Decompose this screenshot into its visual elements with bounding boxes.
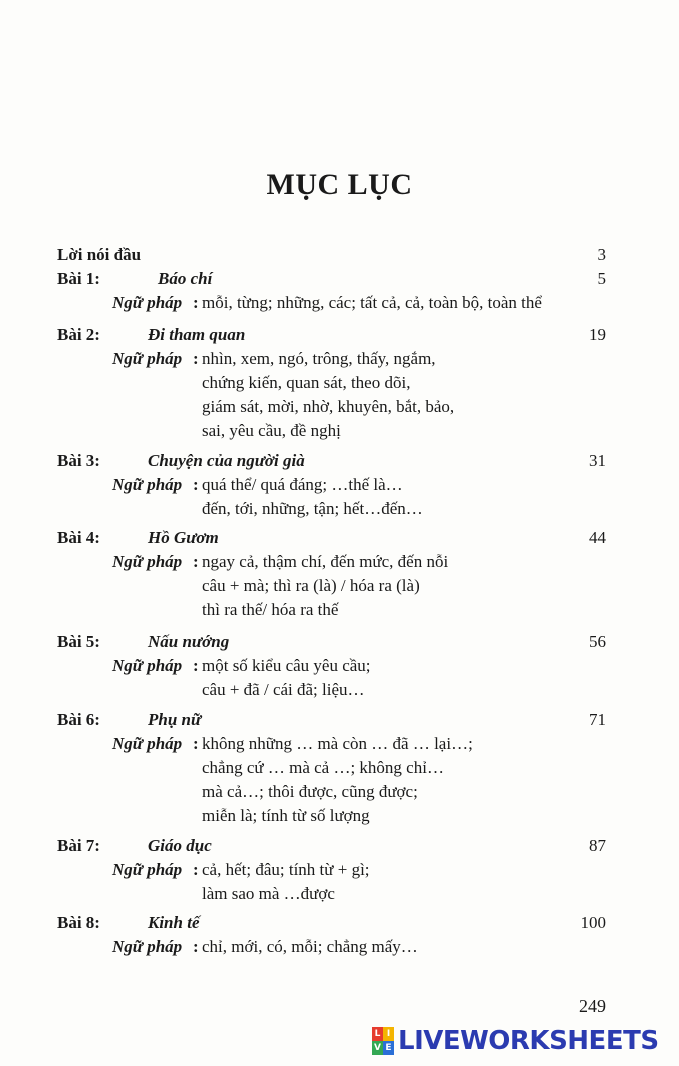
lesson-label: Bài 1:	[57, 269, 100, 288]
grammar-line	[0, 882, 679, 906]
grammar-colon: :	[193, 656, 199, 675]
grammar-colon: :	[193, 734, 199, 753]
grammar-text: thì ra thế/ hóa ra thế	[202, 600, 339, 619]
grammar-line	[0, 419, 679, 443]
grammar-line	[0, 347, 679, 371]
lesson-title: Báo chí	[158, 269, 213, 288]
intro-label: Lời nói đầu	[57, 245, 142, 264]
grammar-text: câu + đã / cái đã; liệu…	[202, 680, 365, 699]
grammar-line	[0, 473, 679, 497]
grammar-text: làm sao mà …được	[202, 884, 335, 903]
grammar-colon: :	[193, 860, 199, 879]
lesson-page: 87	[589, 836, 606, 855]
lesson-title: Phụ nữ	[148, 710, 202, 729]
logo-letter-tile: E	[383, 1041, 394, 1055]
page-title: MỤC LỤC	[266, 168, 413, 201]
grammar-text: miễn là; tính từ số lượng	[202, 806, 370, 825]
lesson-label: Bài 2:	[57, 325, 100, 344]
grammar-colon: :	[193, 349, 199, 368]
grammar-line	[0, 598, 679, 622]
grammar-colon: :	[193, 552, 199, 571]
grammar-text: chứng kiến, quan sát, theo dõi,	[202, 373, 411, 392]
grammar-label: Ngữ pháp	[112, 293, 183, 312]
lesson-title: Đi tham quan	[148, 325, 246, 344]
grammar-label: Ngữ pháp	[112, 552, 183, 571]
lesson-label: Bài 8:	[57, 913, 100, 932]
grammar-line	[0, 732, 679, 756]
grammar-line	[0, 497, 679, 521]
lesson-page: 56	[589, 632, 606, 651]
lesson-title: Nấu nướng	[148, 632, 230, 651]
grammar-colon: :	[193, 293, 199, 312]
grammar-text: chỉ, mới, có, mỗi; chẳng mấy…	[202, 937, 418, 956]
lesson-page: 31	[589, 451, 606, 470]
grammar-text: ngay cả, thậm chí, đến mức, đến nỗi	[202, 552, 449, 571]
grammar-text: mỗi, từng; những, các; tất cả, cả, toàn bộ, toàn thể	[202, 293, 542, 312]
lesson-title: Hồ Gươm	[148, 528, 219, 547]
grammar-line	[0, 678, 679, 702]
grammar-label: Ngữ pháp	[112, 475, 183, 494]
grammar-colon: :	[193, 937, 199, 956]
lesson-label: Bài 3:	[57, 451, 100, 470]
logo-letter-tile: V	[372, 1041, 383, 1055]
toc-lesson-row[interactable]	[0, 323, 679, 347]
grammar-text: sai, yêu cầu, đề nghị	[202, 421, 341, 440]
grammar-text: đến, tới, những, tận; hết…đến…	[202, 499, 423, 518]
lesson-label: Bài 4:	[57, 528, 100, 547]
logo-letter-tile: L	[372, 1027, 383, 1041]
lesson-page: 19	[589, 325, 606, 344]
grammar-text: câu + mà; thì ra (là) / hóa ra (là)	[202, 576, 420, 595]
grammar-label: Ngữ pháp	[112, 349, 183, 368]
grammar-line	[0, 780, 679, 804]
grammar-text: một số kiểu câu yêu cầu;	[202, 656, 371, 675]
grammar-label: Ngữ pháp	[112, 734, 183, 753]
grammar-line	[0, 395, 679, 419]
lesson-title: Giáo dục	[148, 836, 212, 855]
logo-letter-tile: I	[383, 1027, 394, 1041]
liveworksheets-logo	[372, 1024, 672, 1058]
grammar-text: mà cả…; thôi được, cũng được;	[202, 782, 418, 801]
grammar-line	[0, 550, 679, 574]
lesson-page: 5	[597, 269, 606, 288]
grammar-line	[0, 654, 679, 678]
logo-icon	[372, 1027, 394, 1055]
lesson-label: Bài 7:	[57, 836, 100, 855]
grammar-line	[0, 804, 679, 828]
grammar-text: quá thể/ quá đáng; …thế là…	[202, 475, 403, 494]
lesson-label: Bài 6:	[57, 710, 100, 729]
toc-lesson-row[interactable]	[0, 708, 679, 732]
lesson-page: 100	[580, 913, 606, 932]
grammar-text: không những … mà còn … đã … lại…;	[202, 734, 473, 753]
lesson-page: 71	[589, 710, 606, 729]
grammar-text: chẳng cứ … mà cả …; không chỉ…	[202, 758, 444, 777]
page-number: 249	[579, 996, 606, 1016]
toc-lesson-row[interactable]	[0, 911, 679, 935]
toc-intro-row[interactable]	[0, 243, 679, 267]
toc-lesson-row[interactable]	[0, 630, 679, 654]
toc-lesson-row[interactable]	[0, 834, 679, 858]
toc-lesson-row[interactable]	[0, 267, 679, 291]
grammar-line	[0, 935, 679, 959]
grammar-label: Ngữ pháp	[112, 860, 183, 879]
lesson-label: Bài 5:	[57, 632, 100, 651]
grammar-text: giám sát, mời, nhờ, khuyên, bắt, bảo,	[202, 397, 455, 416]
toc-lesson-row[interactable]	[0, 526, 679, 550]
intro-page: 3	[597, 245, 606, 264]
grammar-label: Ngữ pháp	[112, 937, 183, 956]
brand-text: LIVEWORKSHEETS	[398, 1026, 659, 1056]
grammar-colon: :	[193, 475, 199, 494]
grammar-line	[0, 371, 679, 395]
lesson-title: Kinh tế	[148, 913, 200, 932]
grammar-text: nhìn, xem, ngó, trông, thấy, ngắm,	[202, 349, 436, 368]
grammar-line	[0, 756, 679, 780]
grammar-text: cả, hết; đâu; tính từ + gì;	[202, 860, 370, 879]
grammar-line	[0, 291, 679, 315]
grammar-label: Ngữ pháp	[112, 656, 183, 675]
lesson-page: 44	[589, 528, 606, 547]
toc-lesson-row[interactable]	[0, 449, 679, 473]
lesson-title: Chuyện của người già	[148, 451, 305, 470]
grammar-line	[0, 858, 679, 882]
grammar-line	[0, 574, 679, 598]
